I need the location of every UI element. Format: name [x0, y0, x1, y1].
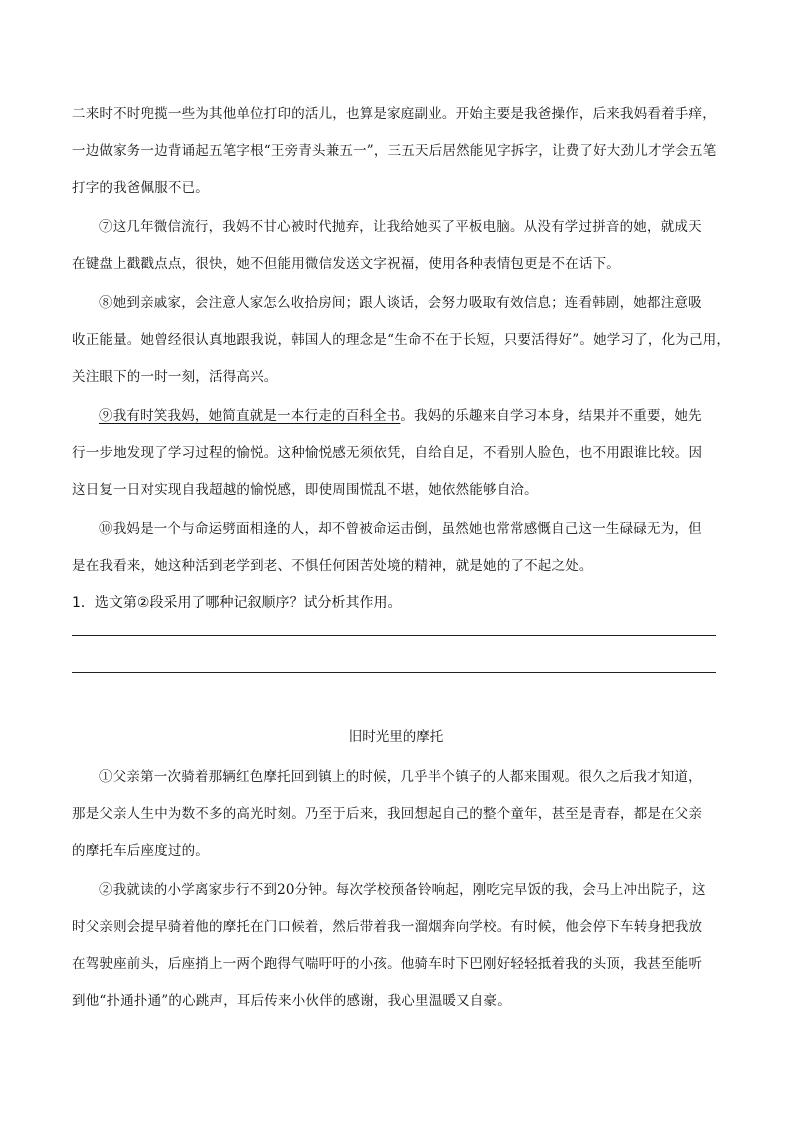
underlined-sentence: ⑨我有时笑我妈，她简直就是一本行走的百科全书 [99, 408, 401, 424]
paragraph-9-line: 行一步地发现了学习过程的愉悦。这种愉悦感无须依凭，自给自足，不看别人脸色，也不用跟谁比较。因 [72, 445, 703, 461]
paragraph-7-line: 在键盘上戳戳点点，很快，她不但能用微信发送文字祝福，使用各种表情包更是不在话下。 [72, 256, 620, 272]
paragraph-8-line: ⑧她到亲戚家，会注意人家怎么收拾房间；跟人谈话，会努力吸取有效信息；连看韩剧，她都注意吸 [99, 295, 702, 311]
paragraph-9-line: 这日复一日对实现自我超越的愉悦感，即使周围慌乱不堪，她依然能够自洽。 [72, 482, 538, 498]
paragraph-6-line: 二来时不时兜揽一些为其他单位打印的活儿，也算是家庭副业。开始主要是我爸操作，后来我妈看着手痒， [72, 106, 716, 122]
paragraph-8-line: 关注眼下的一时一刻，活得高兴。 [72, 369, 278, 385]
answer-line[interactable] [72, 672, 716, 673]
article2-paragraph-1-line: ①父亲第一次骑着那辆红色摩托回到镇上的时候，几乎半个镇子的人都来围观。很久之后我才知道， [99, 769, 702, 785]
question-1: 1．选文第②段采用了哪种记叙顺序？试分析其作用。 [72, 595, 402, 611]
paragraph-6-line: 一边做家务一边背诵起五笔字根“王旁青头兼五一”，三五天后居然能见字拆字，让费了好大劲儿才学会五笔 [72, 143, 717, 159]
paragraph-9 [72, 398, 720, 509]
paragraph-10-line: 是在我看来，她这种活到老学到老、不惧任何困苦处境的精神，就是她的了不起之处。 [72, 558, 593, 574]
article2-paragraph-1 [72, 759, 720, 870]
article2-paragraph-1-line: 的摩托车后座度过的。 [72, 843, 209, 859]
article2-paragraph-1-line: 那是父亲人生中为数不多的高光时刻。乃至于后来，我回想起自己的整个童年，甚至是青春，都是在父亲 [72, 806, 703, 822]
article2-paragraph-2 [72, 872, 720, 1020]
article-title: 旧时光里的摩托 [348, 729, 444, 745]
paragraph-7 [72, 209, 720, 283]
paragraph-6 [72, 96, 720, 207]
article2-paragraph-2-line: 时父亲则会提早骑着他的摩托在门口候着，然后带着我一溜烟奔向学校。有时候，他会停下车转身把我放 [72, 919, 703, 935]
paragraph-7-line: ⑦这几年微信流行，我妈不甘心被时代抛弃，让我给她买了平板电脑。从没有学过拼音的她，就成天 [99, 219, 702, 235]
paragraph-10 [72, 511, 720, 585]
answer-line[interactable] [72, 635, 716, 636]
paragraph-9-first-line [72, 398, 720, 435]
paragraph-10-line: ⑩我妈是一个与命运劈面相逢的人，却不曾被命运击倒，虽然她也常常感慨自己这一生碌碌无为，但 [99, 521, 702, 537]
article2-paragraph-2-line: 在驾驶座前头，后座捎上一两个跑得气喘吁吁的小孩。他骑车时下巴刚好轻轻抵着我的头顶，我甚至能听 [72, 956, 703, 972]
article2-paragraph-2-line: 到他“扑通扑通”的心跳声，耳后传来小伙伴的感谢，我心里温暖又自豪。 [72, 993, 511, 1009]
document-page [72, 96, 731, 1020]
paragraph-9-first-line-rest: 。我妈的乐趣来自学习本身，结果并不重要，她先 [400, 408, 702, 424]
paragraph-6-line: 打字的我爸佩服不已。 [72, 180, 209, 196]
paragraph-8-line: 收正能量。她曾经很认真地跟我说，韩国人的理念是“生命不在于长短，只要活得好”。她学习了，化为己用， [72, 332, 731, 348]
paragraph-8 [72, 285, 731, 396]
article2-paragraph-2-line: ②我就读的小学离家步行不到20分钟。每次学校预备铃响起，刚吃完早饭的我，会马上冲出院子，这 [99, 882, 706, 898]
